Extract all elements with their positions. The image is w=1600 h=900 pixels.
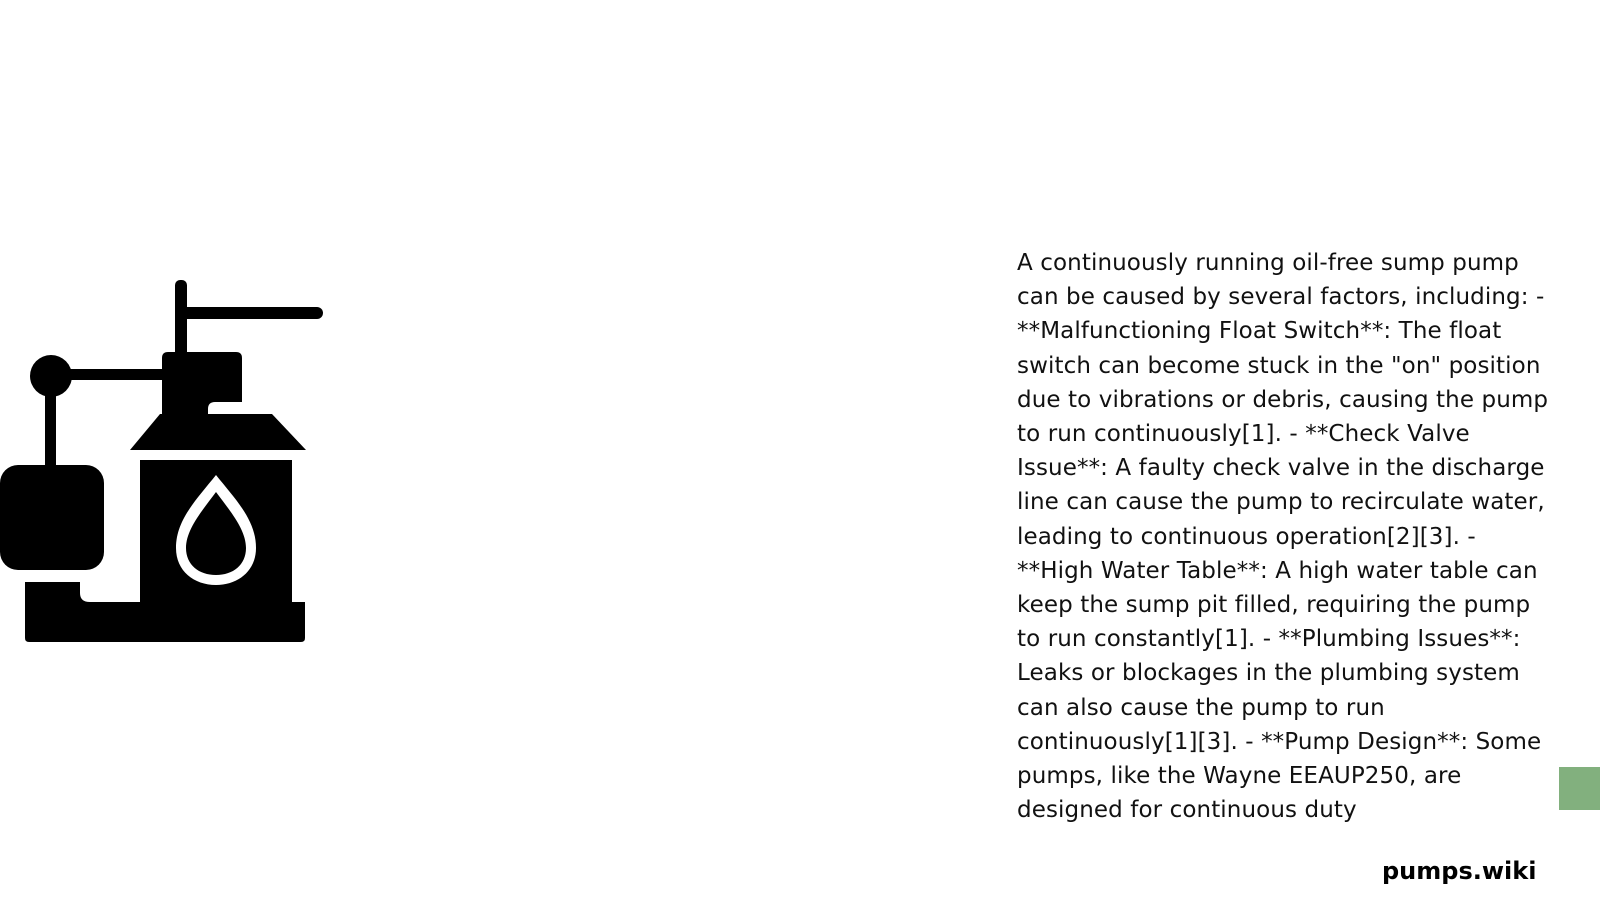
oil-free-pump-icon — [0, 280, 330, 650]
article-body: A continuously running oil-free sump pump can be caused by several factors, including: - **Malfunctioning Float Switch**: The float switch can become stuck in the "on" position due to vibrations or debris, causing the pump to run continuously[1]. - **Check Valve Issue**: A faulty check valve in the discharge line can cause the pump to recirculate water, leading to continuous operation[2][3]. - **High Water Table**: A high water table can keep the sump pit filled, requiring the pump to run constantly[1]. - **Plumbing Issues**: Leaks or blockages in the plumbing system can also cause the pump to run continuously[1][3]. - **Pump Design**: Some pumps, like the Wayne EEAUP250, are designed for continuous duty — [1017, 250, 1549, 824]
site-brand-label: pumps.wiki — [1382, 857, 1537, 885]
corner-accent-block — [1559, 767, 1600, 810]
